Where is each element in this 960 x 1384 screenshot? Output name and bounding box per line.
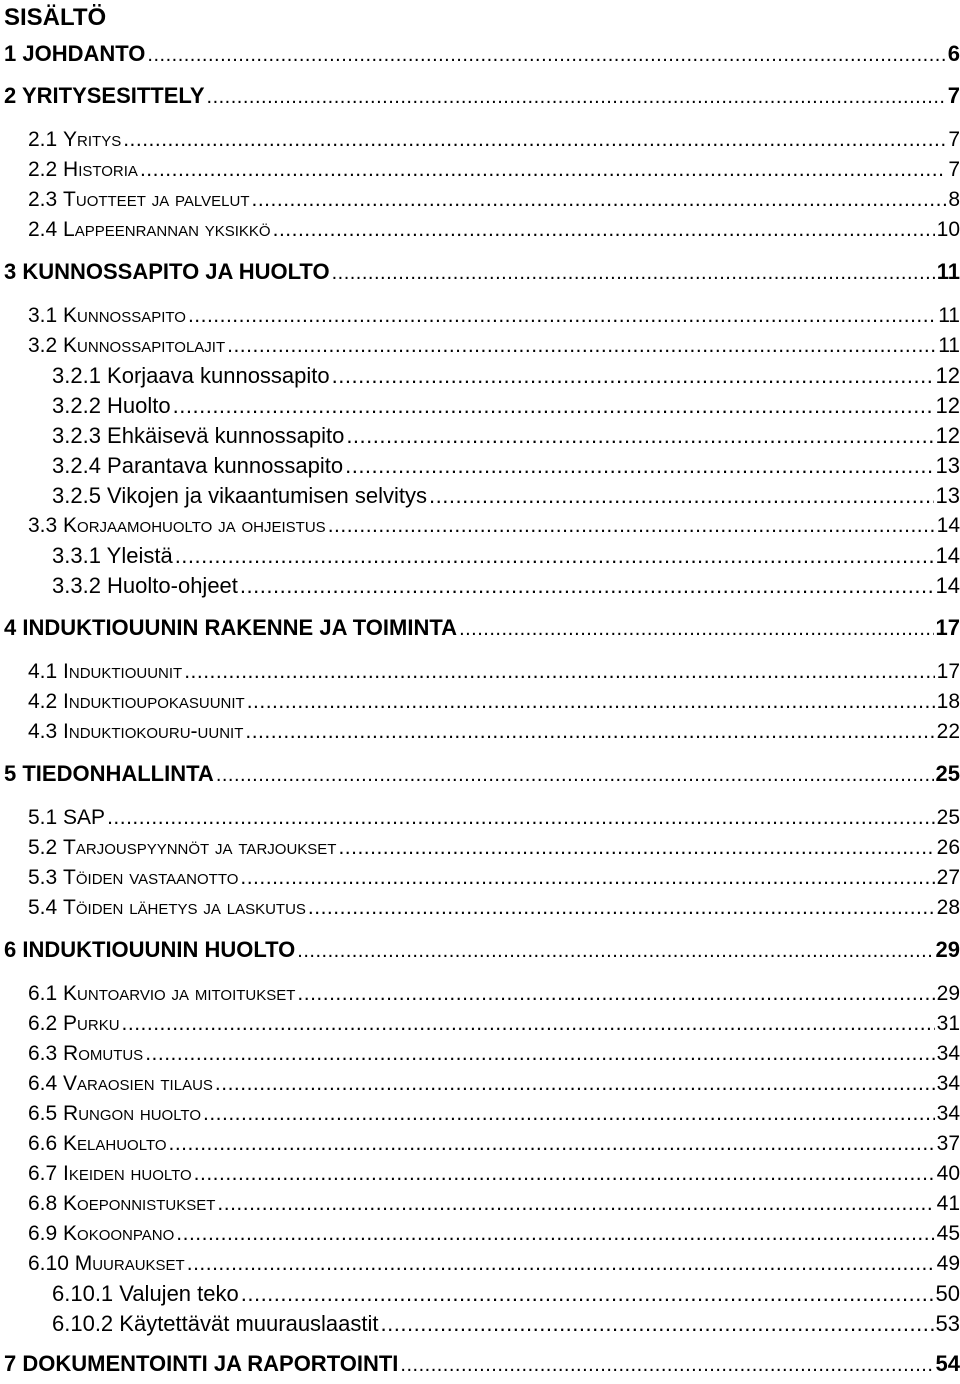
toc-entry-title: 5.1 SAP [28, 806, 106, 829]
toc-page-number: 40 [936, 1162, 960, 1185]
toc-entry[interactable] [28, 1128, 960, 1160]
toc-entry-title: 6.10.2 Käytettävät muurauslaastit [52, 1311, 379, 1336]
toc-page-number: 10 [936, 218, 960, 241]
toc-page-number: 29 [935, 937, 960, 962]
toc-entry[interactable] [28, 1068, 960, 1100]
toc-entry[interactable] [28, 1038, 960, 1070]
toc-entry[interactable] [4, 256, 960, 288]
toc-entry-title: 4.2 Induktioupokasuunit [28, 690, 245, 713]
toc-entry[interactable] [52, 540, 960, 572]
toc-entry-title: 3 KUNNOSSAPITO JA HUOLTO [4, 259, 330, 284]
toc-page-number: 11 [938, 334, 960, 357]
toc-entry-title: 6.9 Kokoonpano [28, 1222, 175, 1245]
toc-entry-title: 6.8 Koeponnistukset [28, 1192, 216, 1215]
toc-page-number: 34 [936, 1072, 960, 1095]
toc-dot-leader [216, 759, 934, 791]
toc-dot-leader [140, 154, 946, 186]
toc-entry[interactable] [52, 1308, 960, 1340]
toc-entry-title: 6.4 Varaosien tilaus [28, 1072, 213, 1095]
toc-page-number: 12 [935, 393, 960, 418]
toc-entry-title: 3.3.1 Yleistä [52, 543, 173, 568]
toc-page-number: 28 [936, 896, 960, 919]
toc-dot-leader [247, 686, 935, 718]
toc-entry[interactable] [4, 934, 960, 966]
toc-entry[interactable] [28, 892, 960, 924]
toc-page-number: 14 [935, 543, 960, 568]
toc-dot-leader [188, 300, 936, 332]
toc-dot-leader [240, 570, 934, 602]
toc-entry[interactable] [52, 450, 960, 482]
toc-dot-leader [122, 1008, 935, 1040]
toc-dot-leader [227, 330, 936, 362]
toc-dot-leader [241, 1278, 934, 1310]
toc-entry-title: 3.1 Kunnossapito [28, 304, 186, 327]
toc-entry-title: 6.7 Ikeiden huolto [28, 1162, 192, 1185]
toc-page-number: 29 [936, 982, 960, 1005]
toc-entry[interactable] [4, 758, 960, 790]
toc-page-number: 27 [936, 866, 960, 889]
toc-entry-title: 6.3 Romutus [28, 1042, 144, 1065]
toc-entry-title: 6.10.1 Valujen teko [52, 1281, 239, 1306]
toc-entry[interactable] [28, 656, 960, 688]
toc-page-number: 37 [936, 1132, 960, 1155]
toc-entry-title: 4.1 Induktiouunit [28, 660, 183, 683]
toc-page-number: 7 [947, 83, 960, 108]
toc-dot-leader [184, 656, 934, 688]
toc-dot-leader [169, 1128, 935, 1160]
toc-entry-title: 2 YRITYSESITTELY [4, 83, 205, 108]
toc-entry-title: 3.3.2 Huolto-ohjeet [52, 573, 238, 598]
toc-page-number: 7 [948, 158, 960, 181]
toc-dot-leader [308, 892, 935, 924]
toc-page-number: 17 [935, 615, 960, 640]
toc-dot-leader [245, 716, 934, 748]
toc-page-number: 34 [936, 1102, 960, 1125]
toc-page-number: 53 [935, 1311, 960, 1336]
toc-entry-title: 3.2.3 Ehkäisevä kunnossapito [52, 423, 345, 448]
toc-dot-leader [194, 1158, 935, 1190]
toc-dot-leader [252, 184, 947, 216]
toc-entry-title: 2.1 Yritys [28, 128, 122, 151]
toc-dot-leader [147, 39, 945, 71]
toc-entry[interactable] [4, 612, 960, 644]
toc-page-number: 13 [935, 453, 960, 478]
toc-entry[interactable] [52, 570, 960, 602]
toc-entry[interactable] [28, 862, 960, 894]
toc-page-number: 13 [935, 483, 960, 508]
toc-dot-leader [107, 802, 935, 834]
toc-page-number: 6 [947, 41, 960, 66]
toc-page-number: 8 [948, 188, 960, 211]
toc-entry-title: 6.10 Muuraukset [28, 1252, 185, 1275]
toc-entry-title: 2.4 Lappeenrannan yksikkö [28, 218, 271, 241]
toc-entry[interactable] [28, 300, 960, 332]
toc-dot-leader [176, 1218, 934, 1250]
toc-dot-leader [346, 420, 933, 452]
toc-page-number: 25 [936, 806, 960, 829]
page-title: SISÄLTÖ [4, 4, 107, 31]
toc-page-number: 41 [936, 1192, 960, 1215]
toc-entry-title: 6.2 Purku [28, 1012, 120, 1035]
toc-page-number: 25 [935, 761, 960, 786]
toc-dot-leader [345, 450, 933, 482]
toc-entry[interactable] [28, 832, 960, 864]
toc-entry-title: 1 JOHDANTO [4, 41, 146, 66]
toc-page-number: 31 [936, 1012, 960, 1035]
toc-dot-leader [328, 510, 935, 542]
toc-page-number: 14 [936, 514, 960, 537]
toc-entry-title: 6 INDUKTIOUUNIN HUOLTO [4, 937, 296, 962]
toc-dot-leader [332, 257, 935, 289]
toc-entry[interactable] [4, 80, 960, 112]
toc-dot-leader [297, 978, 934, 1010]
toc-page-number: 7 [948, 128, 960, 151]
toc-entry[interactable] [28, 1248, 960, 1280]
toc-entry-title: 3.2.1 Korjaava kunnossapito [52, 363, 330, 388]
toc-dot-leader [273, 214, 935, 246]
toc-entry-title: 4.3 Induktiokouru-uunit [28, 720, 244, 743]
toc-entry[interactable] [28, 978, 960, 1010]
toc-page-number: 11 [938, 304, 960, 327]
toc-entry-title: 4 INDUKTIOUUNIN RAKENNE JA TOIMINTA [4, 615, 458, 640]
toc-page-number: 54 [935, 1351, 960, 1376]
toc-dot-leader [145, 1038, 934, 1070]
toc-entry[interactable] [28, 1008, 960, 1040]
toc-dot-leader [297, 935, 933, 967]
toc-dot-leader [123, 124, 946, 156]
toc-dot-leader [175, 540, 934, 572]
toc-page-number: 34 [936, 1042, 960, 1065]
toc-entry-title: 3.2.2 Huolto [52, 393, 171, 418]
toc-page-number: 22 [936, 720, 960, 743]
toc-entry-title: 5.3 Töiden vastaanotto [28, 866, 239, 889]
toc-entry-title: 6.6 Kelahuolto [28, 1132, 167, 1155]
toc-entry[interactable] [28, 1188, 960, 1220]
toc-dot-leader [381, 1308, 934, 1340]
toc-entry-title: 5 TIEDONHALLINTA [4, 761, 214, 786]
toc-dot-leader [332, 360, 934, 392]
toc-dot-leader [400, 1349, 933, 1381]
toc-entry[interactable] [52, 1278, 960, 1310]
toc-entry-title: 3.2.4 Parantava kunnossapito [52, 453, 344, 478]
toc-entry[interactable] [52, 480, 960, 512]
toc-entry[interactable] [52, 360, 960, 392]
toc-entry[interactable] [28, 184, 960, 216]
toc-dot-leader [203, 1098, 935, 1130]
toc-page-number: 45 [936, 1222, 960, 1245]
toc-entry[interactable] [28, 1098, 960, 1130]
toc-entry[interactable] [28, 686, 960, 718]
toc-entry[interactable] [52, 390, 960, 422]
toc-entry[interactable] [28, 330, 960, 362]
toc-page-number: 17 [936, 660, 960, 683]
toc-page-number: 11 [936, 259, 960, 284]
toc-entry-title: 3.2.5 Vikojen ja vikaantumisen selvitys [52, 483, 428, 508]
toc-entry[interactable] [28, 510, 960, 542]
toc-dot-leader [207, 81, 946, 113]
toc-dot-leader [173, 390, 934, 422]
toc-page-number: 12 [935, 363, 960, 388]
toc-entry[interactable] [28, 1158, 960, 1190]
toc-entry[interactable] [28, 214, 960, 246]
toc-page-number: 12 [935, 423, 960, 448]
toc-entry-title: 6.5 Rungon huolto [28, 1102, 201, 1125]
toc-entry-title: 7 DOKUMENTOINTI JA RAPORTOINTI [4, 1351, 399, 1376]
toc-page-number: 49 [936, 1252, 960, 1275]
toc-dot-leader [187, 1248, 935, 1280]
toc-entry[interactable] [28, 802, 960, 834]
toc-dot-leader [338, 832, 934, 864]
toc-entry[interactable] [4, 38, 960, 70]
toc-entry[interactable] [28, 716, 960, 748]
toc-page-number: 50 [935, 1281, 960, 1306]
toc-page-number: 18 [936, 690, 960, 713]
toc-page-number: 26 [936, 836, 960, 859]
toc-entry-title: 2.2 Historia [28, 158, 138, 181]
toc-entry-title: 5.2 Tarjouspyynnöt ja tarjoukset [28, 836, 337, 859]
toc-dot-leader [240, 862, 934, 894]
toc-dot-leader [217, 1188, 934, 1220]
toc-entry[interactable] [28, 154, 960, 186]
toc-entry[interactable] [4, 1348, 960, 1380]
toc-entry[interactable] [28, 1218, 960, 1250]
toc-entry[interactable] [28, 124, 960, 156]
toc-dot-leader [215, 1068, 935, 1100]
toc-dot-leader [429, 480, 934, 512]
toc-page-number: 14 [935, 573, 960, 598]
toc-entry-title: 2.3 Tuotteet ja palvelut [28, 188, 250, 211]
toc-entry-title: 3.3 Korjaamohuolto ja ohjeistus [28, 514, 326, 537]
toc-entry-title: 6.1 Kuntoarvio ja mitoitukset [28, 982, 296, 1005]
toc-dot-leader [459, 613, 933, 645]
toc-entry-title: 3.2 Kunnossapitolajit [28, 334, 226, 357]
toc-entry-title: 5.4 Töiden lähetys ja laskutus [28, 896, 306, 919]
toc-entry[interactable] [52, 420, 960, 452]
